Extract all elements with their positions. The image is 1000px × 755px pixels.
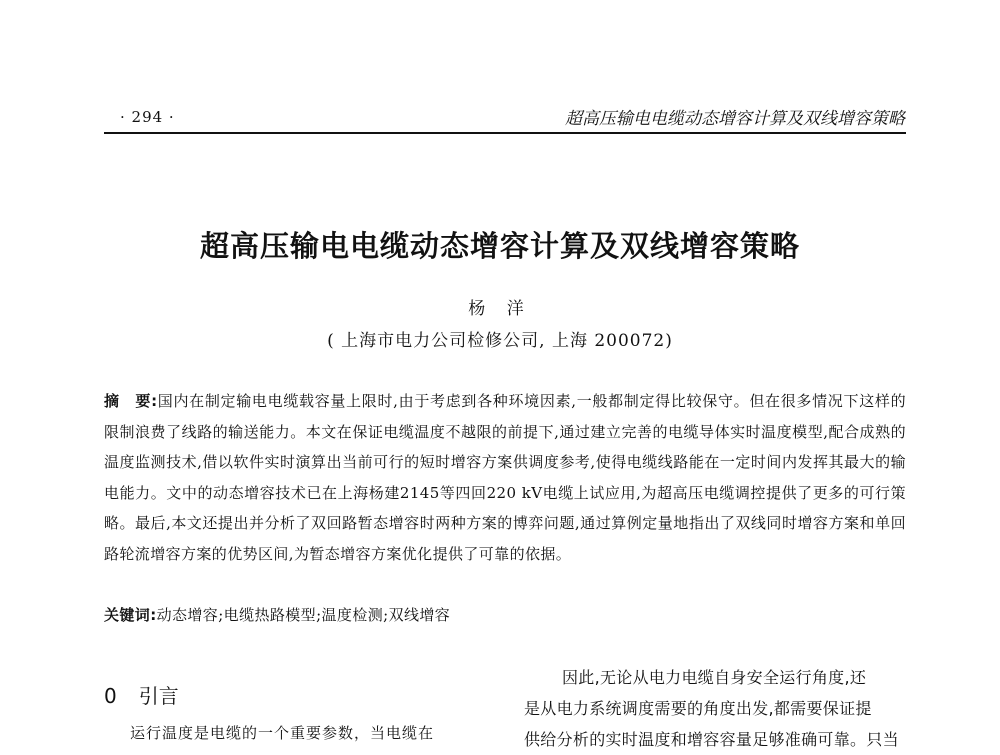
header-page-number: · 294 · bbox=[120, 108, 175, 126]
header-rule bbox=[104, 132, 906, 134]
section-title: 引言 bbox=[138, 684, 179, 708]
paper-title: 超高压输电电缆动态增容计算及双线增容策略 bbox=[199, 229, 800, 263]
keywords bbox=[104, 604, 906, 625]
section-number: 0 bbox=[104, 684, 117, 708]
paper-author: 杨 洋 bbox=[468, 299, 532, 319]
keywords-text: 动态增容;电缆热路模型;温度检测;双线增容 bbox=[156, 606, 451, 624]
section-heading bbox=[104, 680, 179, 709]
paper-affiliation: ( 上海市电力公司检修公司, 上海 200072) bbox=[327, 331, 673, 351]
abstract bbox=[104, 386, 906, 569]
right-column-line-1: 因此,无论从电力电缆自身安全运行角度,还 bbox=[562, 668, 867, 687]
right-column-line-3: 供给分析的实时温度和增容容量足够准确可靠。只当 bbox=[524, 730, 899, 749]
right-column-line-2: 是从电力系统调度需要的角度出发,都需要保证提 bbox=[524, 699, 872, 718]
abstract-label: 摘 要: bbox=[104, 392, 158, 410]
right-column bbox=[524, 662, 906, 755]
left-column-first-line: 运行温度是电缆的一个重要参数，当电缆在 bbox=[130, 724, 435, 742]
abstract-text: 国内在制定输电电缆载容量上限时,由于考虑到各种环境因素,一般都制定得比较保守。但在很多情况下这样的限制浪费了线路的输送能力。本文在保证电缆温度不越限的前提下,通过建立完善的电缆导体实时温度模型,配合成熟的温度监测技术,借以软件实时演算出当前可行的短时增容方案供调度参考,使得电缆线路能在一定时间内发挥其最大的输电能力。文中的动态增容技术已在上海杨建2145等四回220 kV电缆上试应用,为超高压电缆调控提供了更多的可行策略。最后,本文还提出并分析了双回路暂态增容时两种方案的博弈问题,通过算例定量地指出了双线同时增容方案和单回路轮流增容方案的优势区间,为暂态增容方案优化提供了可靠的依据。 bbox=[104, 392, 906, 563]
keywords-label: 关键词: bbox=[104, 606, 157, 624]
header-running-title: 超高压输电电缆动态增容计算及双线增容策略 bbox=[565, 109, 905, 129]
